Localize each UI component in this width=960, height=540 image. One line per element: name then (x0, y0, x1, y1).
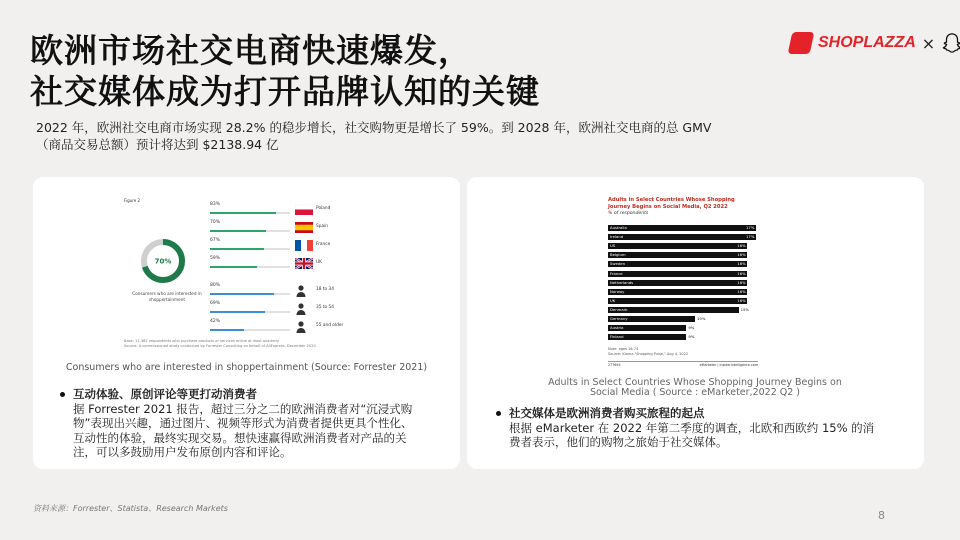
chart-bar-value: 17% (746, 225, 755, 230)
chart-bar-value: 9% (688, 325, 695, 331)
right-bullet (509, 406, 881, 450)
right-bullet-heading: 社交媒体是欧洲消费者购买旅程的起点 (509, 406, 881, 421)
bar-track (210, 329, 290, 331)
chart-bar-value: 16% (737, 297, 746, 303)
bar (210, 293, 274, 295)
bar-value-label: 69% (210, 301, 221, 306)
chart-bar-label: Denmark (610, 306, 628, 312)
bar (210, 248, 264, 250)
chart-bar-value: 17% (746, 234, 755, 240)
figure-label: Figure 2 (124, 198, 141, 203)
chart-bar-value: 16% (737, 261, 746, 267)
bar-track (210, 311, 290, 313)
logo-separator: × (921, 33, 936, 53)
chart-bar-value: 16% (737, 288, 746, 294)
chart-bar (608, 298, 747, 304)
chart-footer-id: 277694 (608, 363, 621, 367)
bar-track (210, 212, 290, 214)
older-person-icon (296, 321, 306, 333)
left-bullet-heading: 互动体验、原创评论等更打动消费者 (73, 387, 423, 402)
bar (210, 329, 244, 331)
chart-bar (608, 307, 739, 313)
chart-bar-label: Austria (610, 325, 624, 331)
bar-track (210, 266, 290, 268)
chart-bar-label: France (610, 270, 623, 276)
chart-bar-value: 16% (737, 243, 746, 249)
left-bullet-body: 据 Forrester 2021 报告，超过三分之二的欧洲消费者对“沉浸式购物”表现出兴趣，通过图片、视频等形式为消费者提供更具个性化、互动性的体验，最终实现交易。想快速赢得欧洲消费者对产品的关注，可以多鼓励用户发布原创内容和评论。 (73, 401, 413, 459)
chart-bar-value: 15% (740, 306, 750, 312)
logo (790, 32, 960, 54)
bar-category-label: France (316, 242, 331, 247)
chart-bar-label: Sweden (610, 261, 626, 267)
chart-bar (608, 261, 747, 267)
source-note: 资料来源：Forrester、Statista、Research Markets (33, 504, 228, 513)
bar (210, 230, 266, 232)
left-card (33, 177, 460, 469)
young-person-icon (296, 285, 306, 297)
bar-category-label: Spain (316, 224, 329, 229)
bar (210, 311, 265, 313)
bar-value-label: 59% (210, 256, 221, 261)
chart-note: Note: ages 16-74 Source: Klarna "Shopping Pulse," Aug 4, 2022 (608, 347, 689, 356)
bar-category-label: UK (316, 260, 322, 265)
chart-bar (608, 234, 756, 240)
shoplazza-logo-icon (788, 32, 815, 54)
chart-bar-label: UK (610, 297, 616, 303)
chart-bar-label: US (610, 243, 616, 249)
chart-title: Adults in Select Countries Whose Shopping Journey Begins on Social Media, Q2 2022 (608, 197, 735, 210)
bar-value-label: 83% (210, 202, 221, 207)
bar-category-label: 18 to 34 (316, 287, 334, 292)
bar-category-label: 35 to 54 (316, 305, 334, 310)
poland-flag-icon (295, 204, 313, 215)
left-bullet (73, 387, 423, 460)
right-card (467, 177, 924, 469)
bar-category-label: 55 and older (316, 323, 344, 328)
chart-bar (608, 225, 756, 231)
bar-track (210, 230, 290, 232)
bar-value-label: 67% (210, 238, 221, 243)
chart-footer (608, 361, 758, 367)
chart-bar-value: 10% (697, 316, 706, 321)
title-line-1: 欧洲市场社交电商快速爆发， (30, 31, 472, 70)
social-shopping-chart (608, 196, 758, 370)
brand-name: SHOPLAZZA (818, 34, 916, 51)
middle-age-person-icon (296, 303, 306, 315)
chart-bar-label: Norway (610, 288, 625, 294)
uk-flag-icon (295, 258, 313, 269)
bar (210, 266, 257, 268)
bar-track (210, 248, 290, 250)
title-line-2: 社交媒体成为打开品牌认知的关键 (30, 72, 540, 111)
snapchat-ghost-icon (941, 32, 960, 54)
chart-bar-value: 9% (688, 334, 695, 340)
spain-flag-icon (295, 222, 313, 233)
chart-bar-label: Finland (610, 334, 624, 340)
chart-bar (608, 271, 747, 277)
bar-value-label: 80% (210, 283, 221, 288)
france-flag-icon (295, 240, 313, 251)
subtitle: 2022 年，欧洲社交电商市场实现 28.2% 的稳步增长，社交购物更是增长了 59%。到 2028 年，欧洲社交电商的总 GMV（商品交易总额）预计将达到 $2138.94 亿 (36, 120, 712, 152)
figure-note: Base: 12,382 respondents who purchase products or services online at least quarterly Source: A commissioned study conducted by Forrester Consulting on behalf of AliExpress, December 2020 (124, 339, 316, 348)
chart-bar (608, 252, 747, 258)
bar (210, 212, 276, 214)
bar-value-label: 70% (210, 220, 221, 225)
chart-bar-label: Netherlands (610, 279, 634, 285)
right-caption: Adults in Select Countries Whose Shopping Journey Begins on Social Media ( Source : eMarketer,2022 Q2 ) (548, 377, 842, 398)
chart-bar-value: 16% (737, 270, 746, 276)
bar-category-label: Poland (316, 206, 331, 211)
chart-footer-source: eMarketer | InsiderIntelligence.com (699, 363, 758, 367)
donut-value: 70% (154, 257, 172, 266)
donut-caption: Consumers who are interested in shoppertainment (132, 291, 202, 302)
chart-bar-value: 16% (737, 279, 746, 285)
right-bullet-body: 根据 eMarketer 在 2022 年第二季度的调查，北欧和西欧约 15% 的消费者表示，他们的购物之旅始于社交媒体。 (509, 420, 875, 449)
chart-bar-label: Australia (610, 225, 627, 230)
chart-bar-value: 16% (737, 252, 746, 258)
chart-bar-label: Germany (610, 316, 628, 321)
chart-bar (608, 243, 747, 249)
left-caption: Consumers who are interested in shoppertainment (Source: Forrester 2021) (65, 362, 428, 373)
bar-track (210, 293, 290, 295)
chart-bar-label: Ireland (610, 234, 624, 240)
page-title (30, 30, 540, 112)
donut-chart (139, 237, 187, 285)
chart-bar-label: Belgium (610, 252, 626, 258)
bar-value-label: 42% (210, 319, 221, 324)
page-number: 8 (878, 509, 885, 522)
chart-bar (608, 289, 747, 295)
chart-subtitle: % of respondents (608, 211, 649, 216)
